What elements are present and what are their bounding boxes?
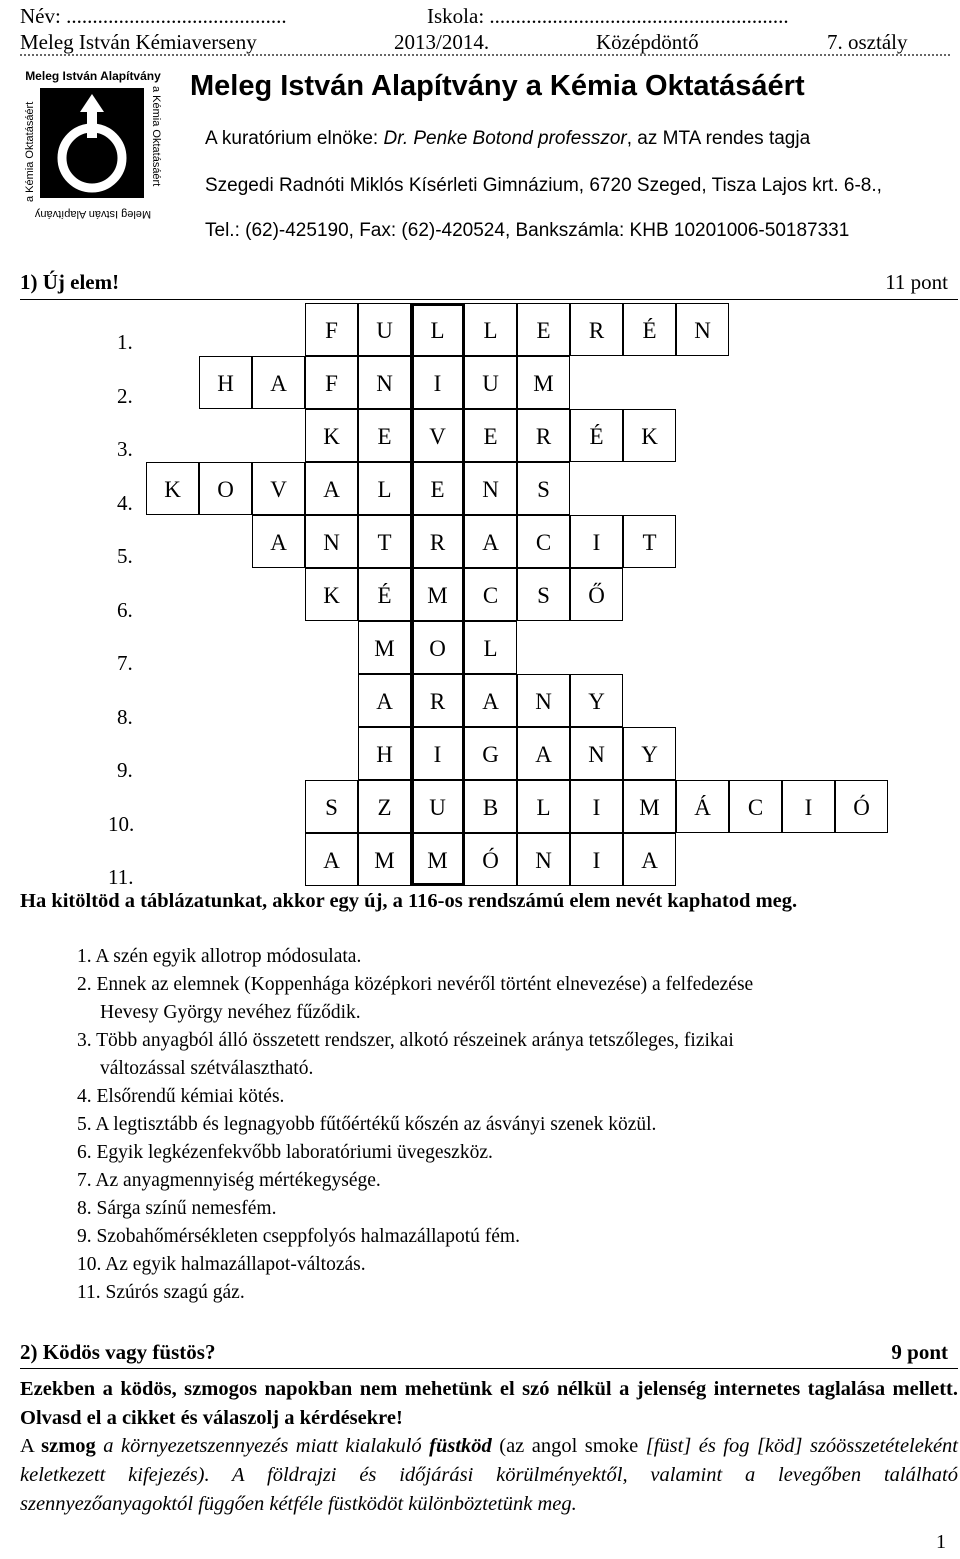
section-2-intro: Ezekben a ködös, szmogos napokban nem mehetünk el szó nélkül a jelenség internetes taglalása mellett. Olvasd el a cikket és válaszolj a kérdésekre! bbox=[20, 1378, 958, 1429]
crossword-cell: A bbox=[623, 833, 676, 886]
crossword-cell: A bbox=[305, 462, 358, 515]
crossword-cell: R bbox=[411, 674, 464, 727]
logo-bottom-text: Meleg István Alapítvány bbox=[34, 208, 152, 220]
crossword-row-number: 10. bbox=[108, 811, 135, 836]
crossword-cell: O bbox=[411, 621, 464, 674]
crossword-cell: S bbox=[517, 568, 570, 621]
section-2-title: 2) Ködös vagy füstös? bbox=[20, 1340, 216, 1364]
crossword-cell: A bbox=[252, 515, 305, 568]
crossword-cell: E bbox=[358, 409, 411, 462]
crossword-cell: M bbox=[411, 568, 464, 621]
crossword-cell: Y bbox=[623, 727, 676, 780]
clue-item-continuation: Hevesy György nevéhez fűződik. bbox=[100, 1002, 361, 1023]
board-chair-name: Dr. Penke Botond professzor bbox=[383, 128, 627, 149]
school-field-label: Iskola: ......................................................... bbox=[427, 4, 789, 28]
clue-item: 10. Az egyik halmazállapot-változás. bbox=[77, 1254, 366, 1275]
crossword-cell: I bbox=[570, 833, 623, 886]
clue-item: 1. A szén egyik allotrop módosulata. bbox=[77, 946, 362, 967]
clue-item: 7. Az anyagmennyiség mértékegysége. bbox=[77, 1170, 381, 1191]
crossword-cell: A bbox=[517, 727, 570, 780]
crossword-cell: K bbox=[623, 409, 676, 462]
crossword-cell: K bbox=[146, 462, 199, 515]
text-run: (az angol smoke bbox=[491, 1435, 646, 1457]
crossword-cell: N bbox=[517, 833, 570, 886]
text-run: és fog bbox=[691, 1435, 757, 1457]
clue-item-continuation: változással szétválasztható. bbox=[100, 1058, 314, 1079]
crossword-cell: U bbox=[464, 356, 517, 409]
grade-label: 7. osztály bbox=[827, 30, 908, 54]
crossword-cell: I bbox=[782, 780, 835, 833]
crossword-cell: T bbox=[358, 515, 411, 568]
term-szmog: szmog bbox=[41, 1435, 96, 1457]
competition-round: Középdöntő bbox=[596, 30, 699, 54]
crossword-cell: L bbox=[411, 303, 464, 356]
crossword-cell: R bbox=[570, 303, 623, 356]
crossword-cell: H bbox=[358, 727, 411, 780]
crossword-cell: K bbox=[305, 568, 358, 621]
competition-name: Meleg István Kémiaverseny bbox=[20, 30, 257, 54]
crossword-row-number: 7. bbox=[117, 651, 133, 675]
crossword-cell: F bbox=[305, 356, 358, 409]
crossword-cell: I bbox=[570, 780, 623, 833]
crossword-cell: N bbox=[305, 515, 358, 568]
decorative-divider bbox=[20, 54, 950, 64]
crossword-row-number: 2. bbox=[117, 383, 133, 408]
text-run: a környezetszennyezés miatt kialakuló bbox=[95, 1435, 430, 1457]
crossword-cell: L bbox=[464, 303, 517, 356]
crossword-cell: I bbox=[570, 515, 623, 568]
crossword-cell: U bbox=[358, 303, 411, 356]
crossword-cell: A bbox=[464, 674, 517, 727]
crossword-cell: É bbox=[623, 303, 676, 356]
crossword-cell: É bbox=[570, 409, 623, 462]
text-run: [köd] bbox=[756, 1435, 803, 1457]
text-run: [füst] bbox=[645, 1435, 692, 1457]
crossword-cell: O bbox=[199, 462, 252, 515]
solution-column bbox=[411, 303, 465, 886]
article-paragraph bbox=[20, 1432, 958, 1519]
crossword-cell: A bbox=[305, 833, 358, 886]
crossword-cell: G bbox=[464, 727, 517, 780]
crossword-cell: L bbox=[358, 462, 411, 515]
crossword-cell: E bbox=[517, 303, 570, 356]
crossword-cell: E bbox=[464, 409, 517, 462]
section-1-title: 1) Új elem! bbox=[20, 270, 120, 294]
section-1-rule bbox=[20, 299, 958, 300]
text-run: szóösszetételeként keletkezett kifejezés). A földrajzi és időjárási körülményektől, valamint a levegőben található szennyezőanyagoktól függően kétféle füstködöt különböztetünk meg. bbox=[20, 1435, 958, 1515]
clue-item: 3. Több anyagból álló összetett rendszer, alkotó részeinek aránya tetszőleges, fizikai bbox=[77, 1030, 734, 1051]
crossword-cell: H bbox=[199, 356, 252, 409]
clue-list bbox=[77, 943, 957, 1307]
crossword-cell: L bbox=[464, 621, 517, 674]
crossword-cell: M bbox=[358, 621, 411, 674]
clue-item: 11. Szúrós szagú gáz. bbox=[77, 1282, 245, 1303]
crossword-row-number: 6. bbox=[117, 597, 133, 622]
clue-item: 8. Sárga színű nemesfém. bbox=[77, 1198, 277, 1219]
crossword-cell: K bbox=[305, 409, 358, 462]
crossword-cell: N bbox=[517, 674, 570, 727]
crossword-cell: M bbox=[623, 780, 676, 833]
page-number: 1 bbox=[936, 1531, 946, 1553]
foundation-logo bbox=[18, 64, 168, 224]
crossword-cell: C bbox=[517, 515, 570, 568]
crossword-cell: Z bbox=[358, 780, 411, 833]
crossword-cell: A bbox=[358, 674, 411, 727]
logo-right-text: a Kémia Oktatásáért bbox=[150, 86, 162, 187]
section-2-rule bbox=[20, 1368, 958, 1369]
crossword-row-number: 9. bbox=[117, 758, 133, 782]
crossword-cell: V bbox=[252, 462, 305, 515]
foundation-title: Meleg István Alapítvány a Kémia Oktatásáért bbox=[190, 70, 805, 102]
crossword-cell: N bbox=[676, 303, 729, 356]
crossword-row-number: 4. bbox=[117, 490, 133, 515]
term-fustkod: füstköd bbox=[429, 1435, 492, 1457]
crossword-cell: S bbox=[517, 462, 570, 515]
clue-item: 4. Elsőrendű kémiai kötés. bbox=[77, 1086, 285, 1107]
crossword-cell: Ó bbox=[464, 833, 517, 886]
crossword-cell: Á bbox=[676, 780, 729, 833]
clue-item: 9. Szobahőmérsékleten cseppfolyós halmazállapotú fém. bbox=[77, 1226, 520, 1247]
crossword-cell: I bbox=[411, 727, 464, 780]
logo-left-text: a Kémia Oktatásáért bbox=[24, 101, 36, 202]
crossword-row-number: 8. bbox=[117, 704, 133, 729]
name-field-label: Név: .......................................... bbox=[20, 4, 287, 28]
crossword-cell: M bbox=[358, 833, 411, 886]
crossword-cell: Ő bbox=[570, 568, 623, 621]
board-chair-line bbox=[205, 128, 810, 150]
school-address: Szegedi Radnóti Miklós Kísérleti Gimnázium, 6720 Szeged, Tisza Lajos krt. 6-8., bbox=[205, 175, 882, 196]
crossword-instruction: Ha kitöltöd a táblázatunkat, akkor egy új, a 116-os rendszámú elem nevét kaphatod meg. bbox=[20, 890, 798, 912]
clue-item: 2. Ennek az elemnek (Koppenhága középkori nevéről történt elnevezése) a felfedezése bbox=[77, 974, 754, 995]
section-1-points: 11 pont bbox=[885, 270, 948, 294]
board-chair-suffix: , az MTA rendes tagja bbox=[626, 128, 811, 149]
school-year: 2013/2014. bbox=[394, 30, 490, 54]
crossword-row-number: 3. bbox=[117, 437, 133, 461]
crossword-cell: M bbox=[411, 833, 464, 886]
board-chair-prefix: A kuratórium elnöke: bbox=[205, 128, 384, 149]
crossword-cell: N bbox=[464, 462, 517, 515]
crossword-row-number: 1. bbox=[117, 330, 133, 354]
crossword-cell: R bbox=[517, 409, 570, 462]
crossword-cell: F bbox=[305, 303, 358, 356]
crossword-cell: V bbox=[411, 409, 464, 462]
crossword-cell: A bbox=[252, 356, 305, 409]
crossword-row-number: 5. bbox=[117, 544, 133, 568]
crossword-cell: S bbox=[305, 780, 358, 833]
clue-item: 6. Egyik legkézenfekvőbb laboratóriumi üvegeszköz. bbox=[77, 1142, 493, 1163]
section-2-points: 9 pont bbox=[891, 1340, 948, 1364]
crossword-cell: Y bbox=[570, 674, 623, 727]
clue-item: 5. A legtisztább és legnagyobb fűtőértékű kőszén az ásványi szenek közül. bbox=[77, 1114, 657, 1135]
contact-line: Tel.: (62)-425190, Fax: (62)-420524, Bankszámla: KHB 10201006-50187331 bbox=[205, 220, 850, 241]
crossword-cell: I bbox=[411, 356, 464, 409]
crossword-cell: L bbox=[517, 780, 570, 833]
crossword-cell: C bbox=[729, 780, 782, 833]
crossword-cell: B bbox=[464, 780, 517, 833]
crossword-cell: É bbox=[358, 568, 411, 621]
crossword-cell: Ó bbox=[835, 780, 888, 833]
crossword-cell: E bbox=[411, 462, 464, 515]
crossword-row-number: 11. bbox=[108, 865, 134, 889]
crossword-cell: U bbox=[411, 780, 464, 833]
crossword-cell: A bbox=[464, 515, 517, 568]
logo-top-text: Meleg István Alapítvány bbox=[25, 69, 161, 83]
crossword-cell: R bbox=[411, 515, 464, 568]
crossword-cell: T bbox=[623, 515, 676, 568]
crossword-cell: N bbox=[358, 356, 411, 409]
crossword-cell: N bbox=[570, 727, 623, 780]
crossword-cell: C bbox=[464, 568, 517, 621]
text-run: A bbox=[20, 1435, 42, 1457]
crossword-cell: M bbox=[517, 356, 570, 409]
